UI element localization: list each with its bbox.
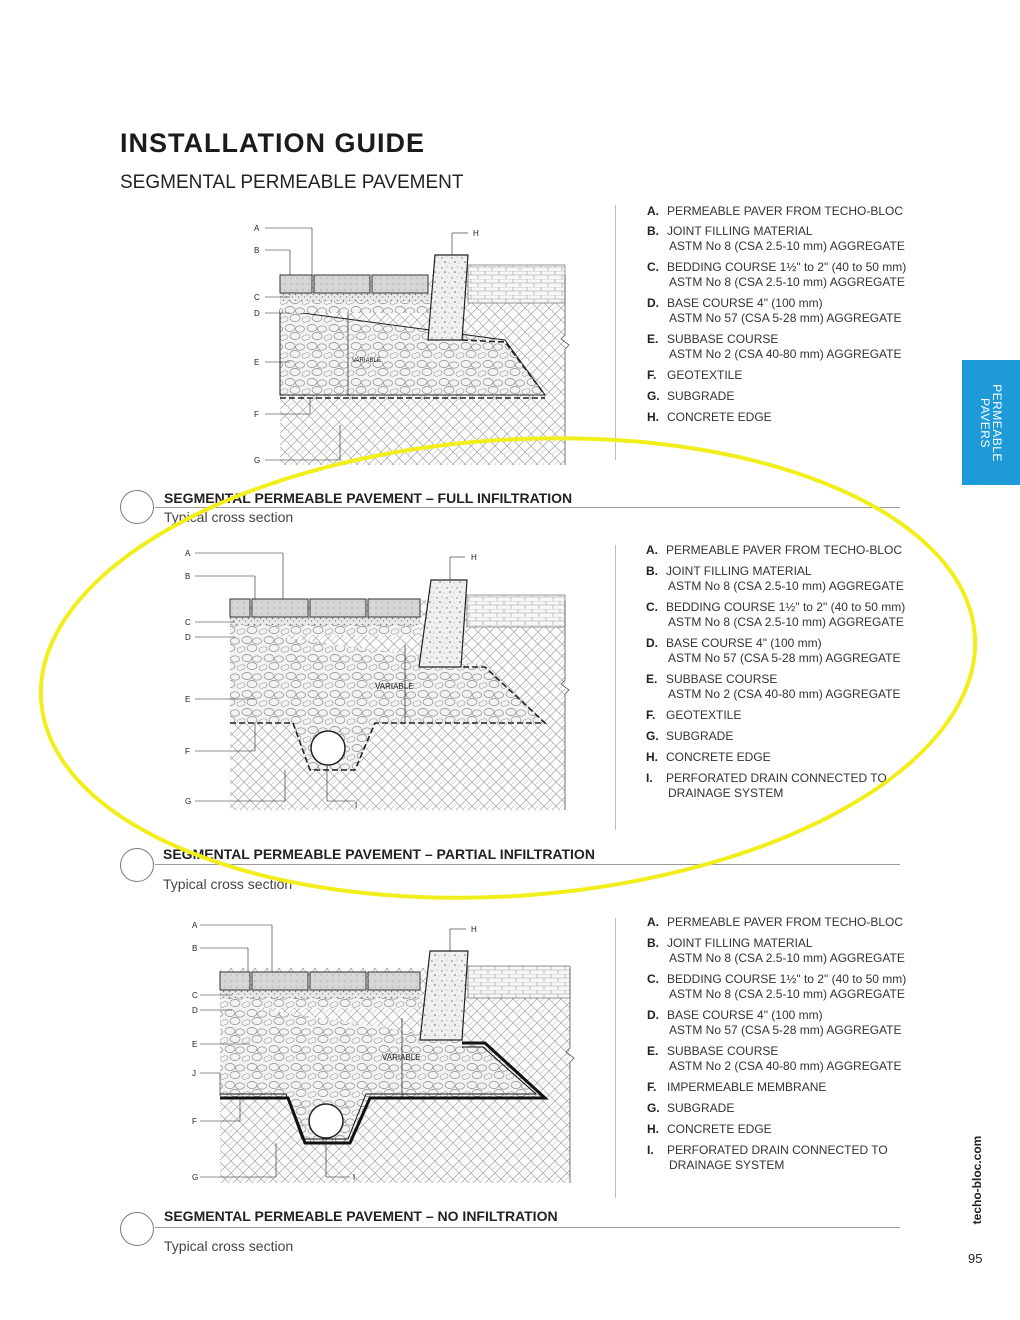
paver bbox=[314, 275, 370, 293]
section-subtitle: Typical cross section bbox=[164, 509, 294, 525]
legend-item-G: G. SUBGRADE bbox=[646, 729, 734, 743]
paver bbox=[252, 599, 308, 617]
legend-item-H: H. CONCRETE EDGE bbox=[647, 410, 772, 424]
legend-item-H: H. CONCRETE EDGE bbox=[646, 750, 771, 764]
legend-item-E-detail: ASTM No 2 (CSA 40-80 mm) AGGREGATE bbox=[669, 1059, 902, 1073]
side-tab-line-2: PAVERS bbox=[978, 397, 992, 448]
concrete-edge bbox=[419, 580, 467, 667]
legend-item-C-detail: ASTM No 8 (CSA 2.5-10 mm) AGGREGATE bbox=[669, 987, 905, 1001]
adjacent-surface bbox=[467, 595, 565, 627]
legend-item-F: F. IMPERMEABLE MEMBRANE bbox=[647, 1080, 827, 1094]
paver bbox=[220, 972, 250, 990]
callout-E: E bbox=[254, 358, 260, 367]
legend-item-I: I. PERFORATED DRAIN CONNECTED TO bbox=[647, 1143, 888, 1157]
callout-C: C bbox=[254, 293, 260, 302]
legend-item-G: G. SUBGRADE bbox=[647, 1101, 735, 1115]
page-number: 95 bbox=[968, 1251, 983, 1266]
callout-H: H bbox=[471, 925, 477, 934]
bedding-layer bbox=[280, 293, 430, 301]
legend-item-B-detail: ASTM No 8 (CSA 2.5-10 mm) AGGREGATE bbox=[668, 579, 904, 593]
variable-label: VARIABLE bbox=[352, 358, 381, 364]
callout-G: G bbox=[185, 797, 192, 806]
legend-item-D-detail: ASTM No 57 (CSA 5-28 mm) AGGREGATE bbox=[669, 311, 902, 325]
callout-G: G bbox=[254, 456, 261, 465]
legend-partial-infiltration bbox=[646, 543, 946, 803]
diagram-no-infiltration bbox=[180, 918, 580, 1188]
section-title-full-infiltration: SEGMENTAL PERMEABLE PAVEMENT – FULL INFILTRATION bbox=[164, 490, 573, 506]
section-title-no-infiltration: SEGMENTAL PERMEABLE PAVEMENT – NO INFILTRATION bbox=[164, 1208, 558, 1224]
section-rule bbox=[155, 864, 900, 865]
legend-item-A: A. PERMEABLE PAVER FROM TECHO-BLOC bbox=[647, 915, 904, 929]
callout-A: A bbox=[185, 549, 191, 558]
paver-row bbox=[220, 972, 420, 990]
callout-B: B bbox=[185, 572, 191, 581]
legend-item-C-detail: ASTM No 8 (CSA 2.5-10 mm) AGGREGATE bbox=[668, 615, 904, 629]
side-tab-permeable-pavers[interactable] bbox=[962, 360, 1020, 485]
legend-item-B: B. JOINT FILLING MATERIAL bbox=[646, 564, 812, 578]
callout-A: A bbox=[254, 224, 260, 233]
callout-D: D bbox=[185, 633, 191, 642]
legend-divider bbox=[615, 545, 616, 830]
legend-item-B-detail: ASTM No 8 (CSA 2.5-10 mm) AGGREGATE bbox=[669, 239, 905, 253]
paver-row bbox=[280, 275, 428, 293]
section-title-partial-infiltration: SEGMENTAL PERMEABLE PAVEMENT – PARTIAL INFILTRATION bbox=[163, 846, 595, 862]
legend-item-B: B. JOINT FILLING MATERIAL bbox=[647, 936, 813, 950]
legend-item-I-detail: DRAINAGE SYSTEM bbox=[669, 1158, 785, 1172]
legend-item-E: E. SUBBASE COURSE bbox=[647, 1044, 779, 1058]
callout-B: B bbox=[192, 944, 198, 953]
legend-item-D-detail: ASTM No 57 (CSA 5-28 mm) AGGREGATE bbox=[668, 651, 901, 665]
paver bbox=[252, 972, 308, 990]
legend-full-infiltration bbox=[647, 204, 947, 434]
section-subtitle: Typical cross section bbox=[164, 1238, 294, 1254]
legend-divider bbox=[615, 205, 616, 460]
legend-item-H: H. CONCRETE EDGE bbox=[647, 1122, 772, 1136]
perforated-drain bbox=[311, 731, 345, 765]
legend-item-E-detail: ASTM No 2 (CSA 40-80 mm) AGGREGATE bbox=[669, 347, 902, 361]
bedding-layer bbox=[220, 990, 420, 998]
callout-I: I bbox=[353, 1173, 356, 1182]
paver-row bbox=[230, 599, 420, 617]
callout-E: E bbox=[192, 1040, 198, 1049]
concrete-edge bbox=[420, 951, 468, 1040]
legend-item-I-detail: DRAINAGE SYSTEM bbox=[668, 786, 784, 800]
legend-item-A: A. PERMEABLE PAVER FROM TECHO-BLOC bbox=[646, 543, 903, 557]
adjacent-surface bbox=[468, 966, 570, 998]
paver bbox=[368, 972, 420, 990]
paver bbox=[310, 599, 366, 617]
paver bbox=[310, 972, 366, 990]
legend-no-infiltration bbox=[647, 915, 947, 1175]
website-url: techo-bloc.com bbox=[970, 1135, 984, 1225]
legend-item-B: B. JOINT FILLING MATERIAL bbox=[647, 224, 813, 238]
base-layer bbox=[220, 998, 420, 1008]
legend-item-D: D. BASE COURSE 4" (100 mm) bbox=[647, 1008, 823, 1022]
side-tab-line-1: PERMEABLE bbox=[990, 383, 1004, 462]
callout-F: F bbox=[192, 1117, 197, 1126]
callout-H: H bbox=[471, 553, 477, 562]
concrete-edge bbox=[428, 255, 468, 340]
paver bbox=[368, 599, 420, 617]
section-rule bbox=[155, 1227, 900, 1228]
variable-label: VARIABLE bbox=[375, 682, 414, 691]
legend-divider bbox=[615, 918, 616, 1198]
base-layer bbox=[280, 301, 430, 313]
legend-item-D: D. BASE COURSE 4" (100 mm) bbox=[646, 636, 822, 650]
legend-item-C: C. BEDDING COURSE 1½" to 2" (40 to 50 mm) bbox=[647, 260, 907, 274]
page-title: INSTALLATION GUIDE bbox=[120, 128, 425, 158]
legend-item-C-detail: ASTM No 8 (CSA 2.5-10 mm) AGGREGATE bbox=[669, 275, 905, 289]
callout-I: I bbox=[355, 801, 358, 810]
callout-B: B bbox=[254, 246, 260, 255]
base-layer bbox=[230, 625, 420, 635]
callout-D: D bbox=[254, 309, 260, 318]
legend-item-A: A. PERMEABLE PAVER FROM TECHO-BLOC bbox=[647, 204, 904, 218]
legend-item-D: D. BASE COURSE 4" (100 mm) bbox=[647, 296, 823, 310]
legend-item-D-detail: ASTM No 57 (CSA 5-28 mm) AGGREGATE bbox=[669, 1023, 902, 1037]
section-rule bbox=[155, 507, 900, 508]
legend-item-F: F. GEOTEXTILE bbox=[647, 368, 743, 382]
callout-F: F bbox=[185, 747, 190, 756]
legend-item-B-detail: ASTM No 8 (CSA 2.5-10 mm) AGGREGATE bbox=[669, 951, 905, 965]
page-subtitle: SEGMENTAL PERMEABLE PAVEMENT bbox=[120, 172, 464, 193]
legend-item-C: C. BEDDING COURSE 1½" to 2" (40 to 50 mm) bbox=[647, 972, 907, 986]
variable-label: VARIABLE bbox=[382, 1053, 421, 1062]
callout-H: H bbox=[473, 229, 479, 238]
legend-item-F: F. GEOTEXTILE bbox=[646, 708, 742, 722]
callout-J: J bbox=[192, 1069, 196, 1078]
callout-E: E bbox=[185, 695, 191, 704]
callout-G: G bbox=[192, 1173, 199, 1182]
paver bbox=[230, 599, 250, 617]
diagram-full-infiltration bbox=[240, 215, 580, 475]
callout-C: C bbox=[192, 991, 198, 1000]
legend-item-C: C. BEDDING COURSE 1½" to 2" (40 to 50 mm) bbox=[646, 600, 906, 614]
callout-D: D bbox=[192, 1006, 198, 1015]
section-marker-circle bbox=[120, 848, 154, 882]
legend-item-E: E. SUBBASE COURSE bbox=[647, 332, 779, 346]
section-marker-circle bbox=[120, 1212, 154, 1246]
legend-item-E: E. SUBBASE COURSE bbox=[646, 672, 778, 686]
legend-item-G: G. SUBGRADE bbox=[647, 389, 735, 403]
section-subtitle: Typical cross section bbox=[163, 876, 293, 892]
section-marker-circle bbox=[120, 490, 154, 524]
callout-A: A bbox=[192, 921, 198, 930]
legend-item-E-detail: ASTM No 2 (CSA 40-80 mm) AGGREGATE bbox=[668, 687, 901, 701]
paver bbox=[280, 275, 312, 293]
adjacent-surface bbox=[468, 265, 565, 303]
diagram-partial-infiltration bbox=[175, 545, 575, 815]
callout-C: C bbox=[185, 618, 191, 627]
perforated-drain bbox=[309, 1104, 343, 1138]
bedding-layer bbox=[230, 617, 420, 625]
callout-F: F bbox=[254, 410, 259, 419]
legend-item-I: I. PERFORATED DRAIN CONNECTED TO bbox=[646, 771, 887, 785]
paver bbox=[372, 275, 428, 293]
